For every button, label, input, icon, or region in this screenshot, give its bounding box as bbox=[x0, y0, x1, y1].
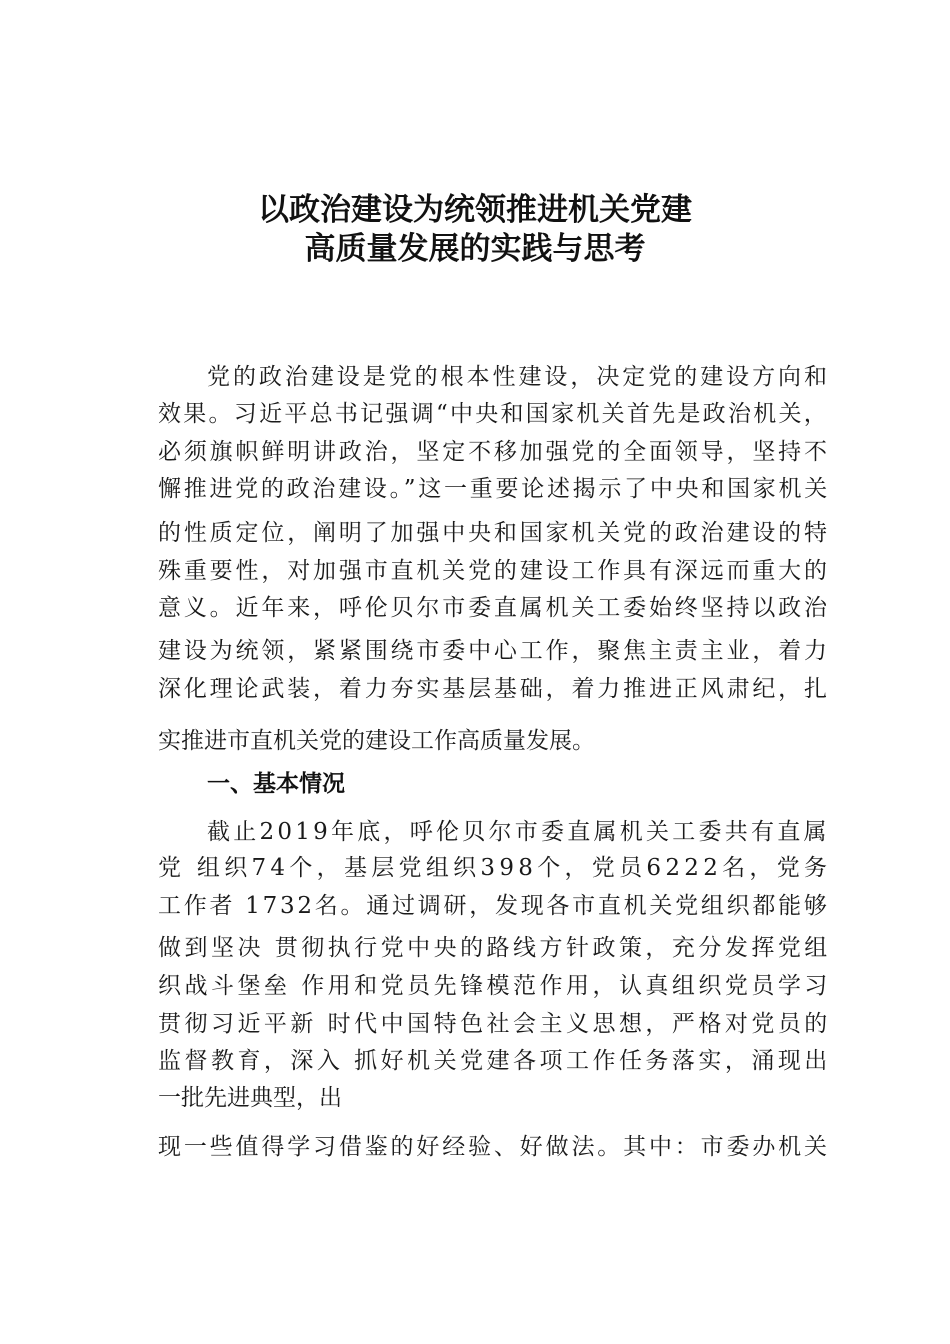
paragraph-2-line: 织战斗堡垒 作用和党员先锋模范作用，认真组织党员学习 bbox=[158, 973, 831, 999]
document-title-line-2: 高质量发展的实践与思考 bbox=[304, 231, 646, 267]
paragraph-1-line: 的性质定位，阐明了加强中央和国家机关党的政治建设的特 bbox=[158, 520, 830, 546]
paragraph-2-line: 一批先进典型，出 bbox=[158, 1085, 342, 1111]
paragraph-2-line: 做到坚决 贯彻执行党中央的路线方针政策，充分发挥党组 bbox=[158, 935, 831, 961]
paragraph-2-line: 党 组织74个，基层党组织398个，党员6222名，党务 bbox=[158, 855, 832, 881]
paragraph-2-line: 贯彻习近平新 时代中国特色社会主义思想，严格对党员的 bbox=[158, 1011, 831, 1037]
section-heading: 一、基本情况 bbox=[207, 771, 345, 797]
paragraph-2-line: 现一些值得学习借鉴的好经验、好做法。其中：市委办机关 bbox=[158, 1134, 830, 1160]
paragraph-1-line: 殊重要性，对加强市直机关党的建设工作具有深远而重大的 bbox=[158, 558, 830, 584]
paragraph-1-line: 建设为统领，紧紧围绕市委中心工作，聚焦主责主业，着力 bbox=[158, 638, 830, 664]
paragraph-1-line: 效果。习近平总书记强调“中央和国家机关首先是政治机关， bbox=[158, 401, 830, 427]
paragraph-1-line: 深化理论武装，着力夯实基层基础，着力推进正风肃纪，扎 bbox=[158, 676, 830, 702]
paragraph-1-line: 懈推进党的政治建设。”这一重要论述揭示了中央和国家机关 bbox=[158, 476, 830, 502]
paragraph-1-line: 意义。近年来，呼伦贝尔市委直属机关工委始终坚持以政治 bbox=[158, 595, 830, 621]
paragraph-2-line: 工作者 1732名。通过调研，发现各市直机关党组织都能够 bbox=[158, 893, 830, 919]
paragraph-1-line: 必须旗帜鲜明讲政治，坚定不移加强党的全面领导，坚持不 bbox=[158, 439, 830, 465]
paragraph-1-line: 实推进市直机关党的建设工作高质量发展。 bbox=[158, 728, 595, 754]
paragraph-1-line: 党的政治建设是党的根本性建设，决定党的建设方向和 bbox=[207, 364, 830, 390]
paragraph-2-line: 截止2019年底，呼伦贝尔市委直属机关工委共有直属 bbox=[207, 819, 830, 845]
paragraph-2-line: 监督教育，深入 抓好机关党建各项工作任务落实，涌现出 bbox=[158, 1048, 831, 1074]
document-title-line-1: 以政治建设为统领推进机关党建 bbox=[258, 192, 692, 228]
